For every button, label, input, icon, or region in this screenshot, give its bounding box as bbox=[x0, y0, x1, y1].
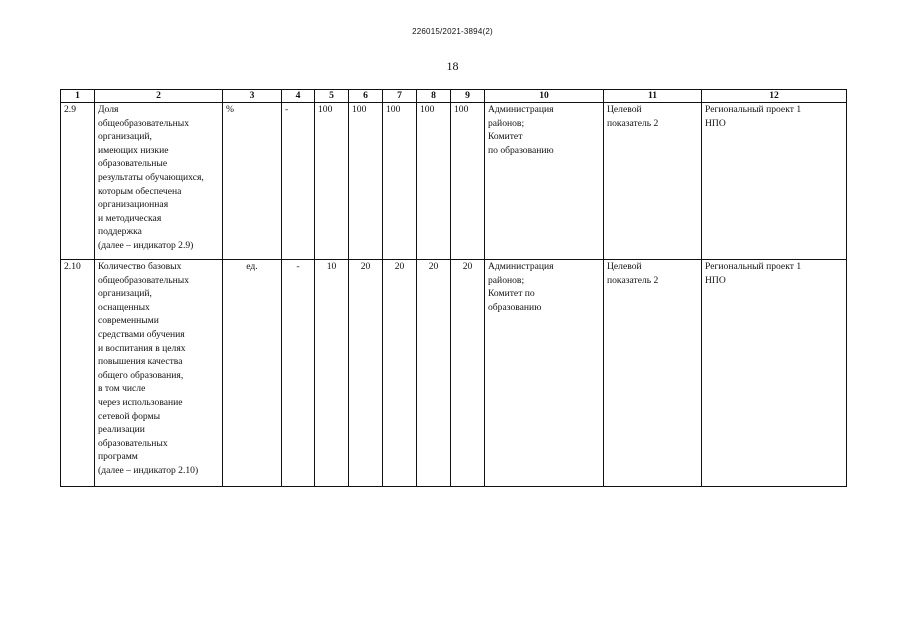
column-header: 11 bbox=[604, 90, 702, 103]
cell-project: Региональный проект 1 НПО bbox=[702, 260, 847, 487]
cell-value: 20 bbox=[383, 260, 417, 487]
cell-value: 20 bbox=[417, 260, 451, 487]
cell-base-value: - bbox=[282, 103, 315, 260]
column-header: 2 bbox=[95, 90, 223, 103]
cell-value: 100 bbox=[315, 103, 349, 260]
column-header: 7 bbox=[383, 90, 417, 103]
table-header-row bbox=[61, 90, 847, 103]
cell-number: 2.9 bbox=[61, 103, 95, 260]
cell-unit: ед. bbox=[223, 260, 282, 487]
cell-value: 100 bbox=[451, 103, 485, 260]
cell-indicator-name: Доля общеобразовательных организаций, имеющих низкие образовательные результаты обучающихся, которым обеспечена организационная и методическая поддержка (далее – индикатор 2.9) bbox=[95, 103, 223, 260]
cell-value: 100 bbox=[383, 103, 417, 260]
column-header: 3 bbox=[223, 90, 282, 103]
column-header: 12 bbox=[702, 90, 847, 103]
cell-responsible: Администрация районов; Комитет по образованию bbox=[485, 103, 604, 260]
cell-number: 2.10 bbox=[61, 260, 95, 487]
cell-base-value: - bbox=[282, 260, 315, 487]
cell-target: Целевой показатель 2 bbox=[604, 260, 702, 487]
cell-value: 10 bbox=[315, 260, 349, 487]
column-header: 8 bbox=[417, 90, 451, 103]
cell-project: Региональный проект 1 НПО bbox=[702, 103, 847, 260]
column-header: 4 bbox=[282, 90, 315, 103]
column-header: 5 bbox=[315, 90, 349, 103]
column-header: 10 bbox=[485, 90, 604, 103]
cell-value: 20 bbox=[451, 260, 485, 487]
column-header: 9 bbox=[451, 90, 485, 103]
cell-unit: % bbox=[223, 103, 282, 260]
cell-value: 100 bbox=[417, 103, 451, 260]
table-row bbox=[61, 103, 847, 260]
cell-indicator-name: Количество базовых общеобразовательных организаций, оснащенных современными средствами обучения и воспитания в целях повышения качества общего образования, в том числе через использование сетевой формы реализации образовательных программ (далее – индикатор 2.10) bbox=[95, 260, 223, 487]
document-id: 226015/2021-3894(2) bbox=[412, 27, 493, 36]
column-header: 6 bbox=[349, 90, 383, 103]
cell-value: 20 bbox=[349, 260, 383, 487]
indicators-table bbox=[60, 89, 847, 487]
cell-target: Целевой показатель 2 bbox=[604, 103, 702, 260]
table-row bbox=[61, 260, 847, 487]
column-header: 1 bbox=[61, 90, 95, 103]
cell-value: 100 bbox=[349, 103, 383, 260]
cell-responsible: Администрация районов; Комитет по образованию bbox=[485, 260, 604, 487]
page-number: 18 bbox=[446, 59, 459, 73]
